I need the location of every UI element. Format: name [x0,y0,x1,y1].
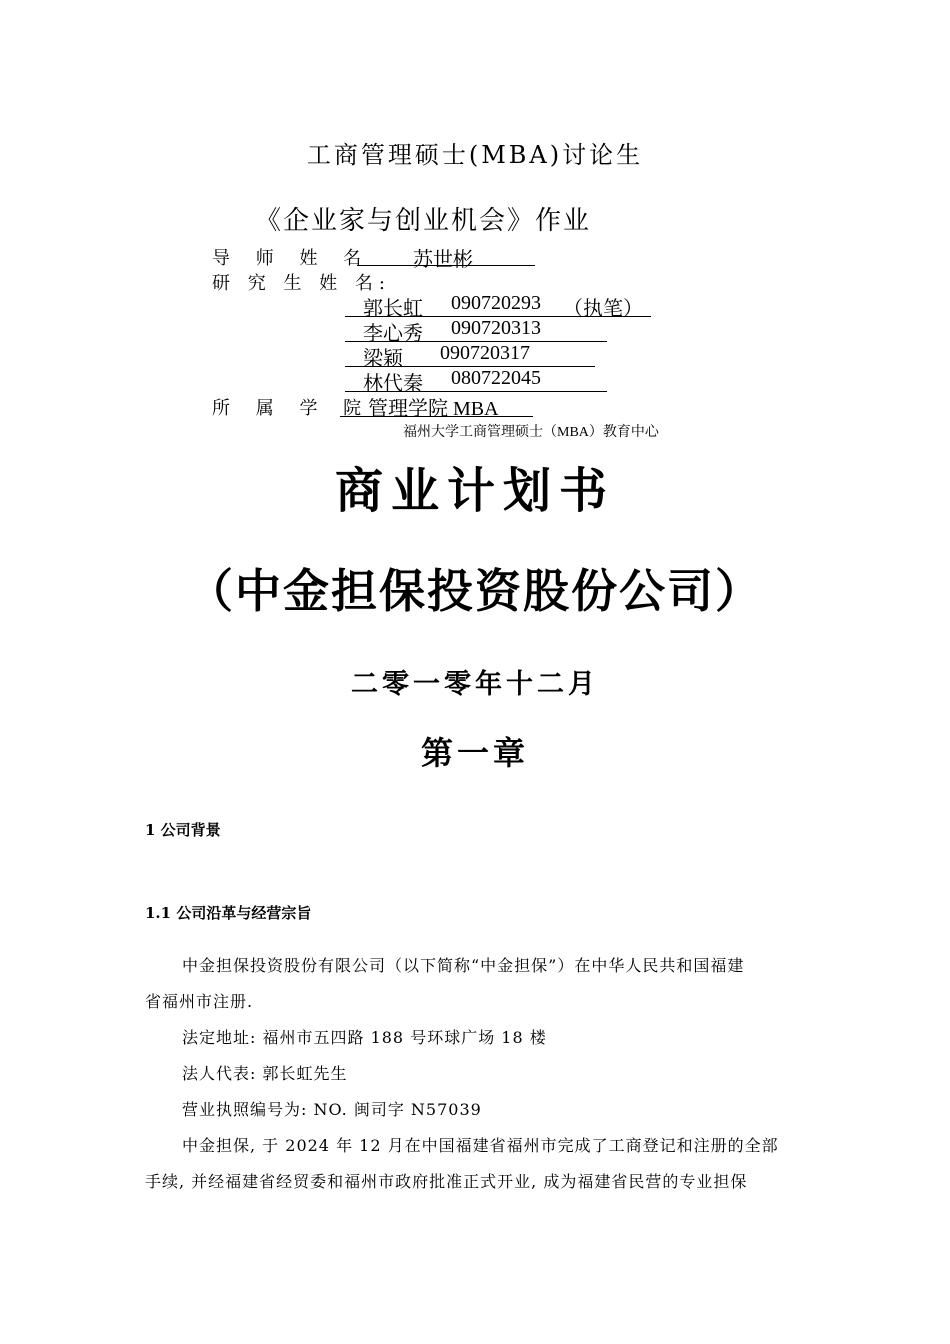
student-name: 李心秀 [363,323,423,345]
student-row [345,367,607,395]
company-title: （中金担保投资股份公司） [187,564,763,618]
document-title: 商业计划书 [334,463,615,519]
header-line-1: 工商管理硕士(MBA)讨论生 [306,141,644,169]
paragraph-line: 省福州市注册. [145,992,254,1011]
section-heading: 1 公司背景 [145,821,221,839]
student-row [345,342,595,370]
paragraph-line: 手续, 并经福建省经贸委和福州市政府批准正式开业, 成为福建省民营的专业担保 [145,1172,748,1191]
advisor-label: 导 师 姓 名 [212,248,372,269]
advisor-field [357,243,535,271]
school-field [340,392,533,420]
advisor-name: 苏世彬 [413,249,473,271]
center-name: 福州大学工商管理硕士（MBA）教育中心 [403,425,659,440]
student-name: 郭长虹 [363,298,423,320]
paragraph-line: 中金担保, 于 2024 年 12 月在中国福建省福州市完成了工商登记和注册的全部 [182,1136,779,1155]
student-id: 090720293 [451,292,541,314]
student-id: 080722045 [451,367,541,389]
student-name: 梁颖 [363,348,403,370]
paragraph-line: 法人代表: 郭长虹先生 [182,1064,348,1083]
student-id: 090720317 [440,342,530,364]
chapter-heading: 第一章 [420,734,529,772]
paragraph-line: 法定地址: 福州市五四路 188 号环球广场 18 楼 [182,1028,547,1047]
student-row [345,292,651,320]
paragraph-line: 营业执照编号为: NO. 闽司字 N57039 [182,1100,482,1119]
student-note: （执笔） [563,298,643,320]
school-value: 管理学院 MBA [368,398,499,420]
student-name: 林代秦 [363,373,423,395]
student-row [345,317,607,345]
subsection-heading: 1.1 公司沿革与经营宗旨 [145,904,312,922]
school-label: 所 属 学 院 [212,398,372,419]
student-id: 090720313 [451,317,541,339]
document-date: 二零一零年十二月 [351,669,599,700]
students-label: 研 究 生 姓 名: [212,273,391,294]
paragraph-line: 中金担保投资股份有限公司（以下简称“中金担保”）在中华人民共和国福建 [182,956,745,975]
header-line-2: 《企业家与创业机会》作业 [255,206,592,236]
